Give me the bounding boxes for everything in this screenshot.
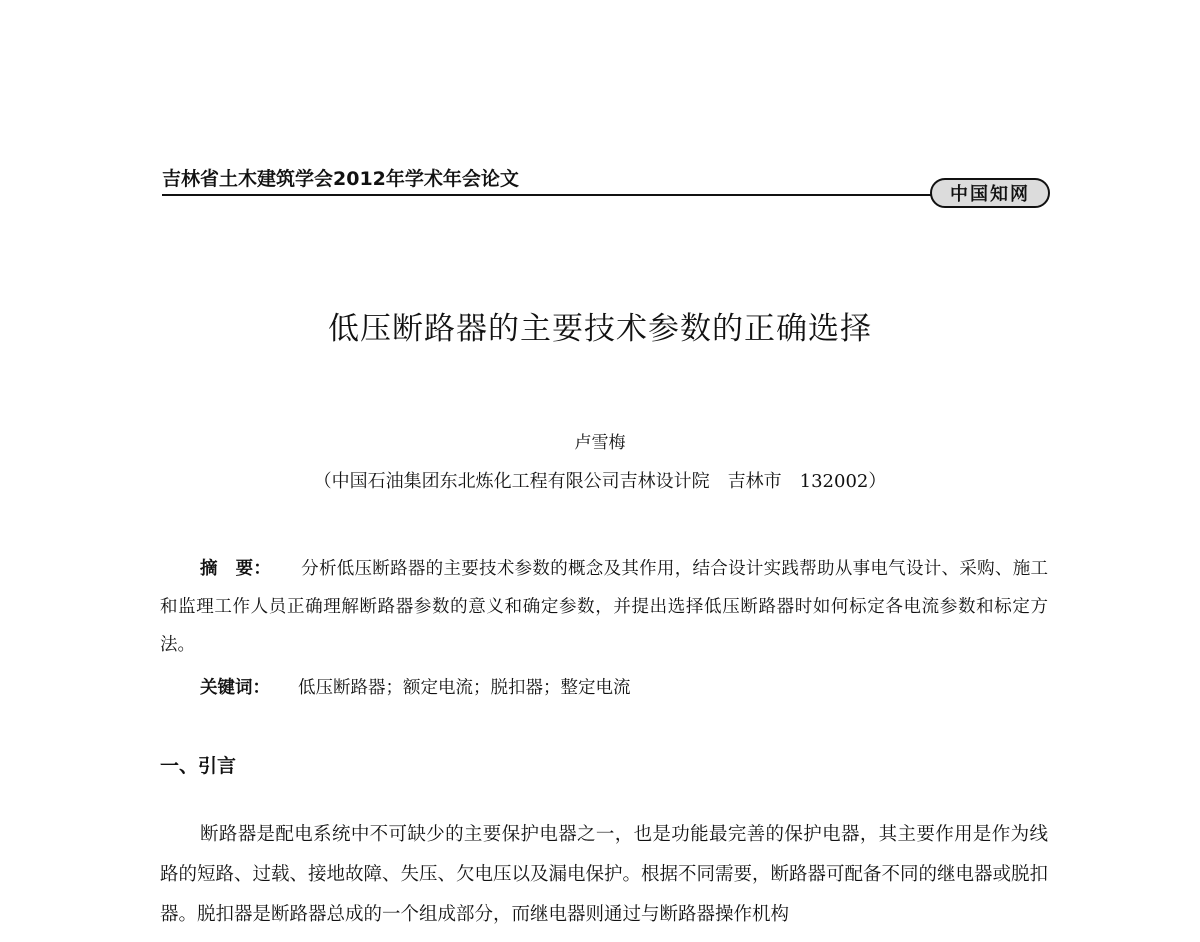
journal-header: 吉林省土木建筑学会2012年学术年会论文 xyxy=(162,168,519,190)
author-name: 卢雪梅 xyxy=(574,433,626,453)
paper-title: 低压断路器的主要技术参数的正确选择 xyxy=(328,311,872,347)
cnki-logo-text: 中国知网 xyxy=(950,184,1030,205)
section-heading: 一、引言 xyxy=(160,755,237,777)
abstract-label: 摘 要： xyxy=(200,559,272,579)
cnki-logo xyxy=(930,178,1050,208)
keywords-text: 低压断路器；额定电流；脱扣器；整定电流 xyxy=(298,678,631,698)
abstract xyxy=(160,550,1048,664)
keywords-label: 关键词： xyxy=(200,678,270,698)
header-rule xyxy=(162,194,934,196)
keywords xyxy=(200,674,631,699)
body-paragraph: 断路器是配电系统中不可缺少的主要保护电器之一，也是功能最完善的保护电器，其主要作用是作为线路的短路、过载、接地故障、失压、欠电压以及漏电保护。根据不同需要，断路器可配备不同的继电器或脱扣器。脱扣器是断路器总成的一个组成部分，而继电器则通过与断路器操作机构 xyxy=(160,824,1049,925)
author-affiliation: （中国石油集团东北炼化工程有限公司吉林设计院 吉林市 132002） xyxy=(313,471,887,492)
abstract-text: 分析低压断路器的主要技术参数的概念及其作用，结合设计实践帮助从事电气设计、采购、施工和监理工作人员正确理解断路器参数的意义和确定参数，并提出选择低压断路器时如何标定各电流参数和标定方法。 xyxy=(160,559,1048,655)
